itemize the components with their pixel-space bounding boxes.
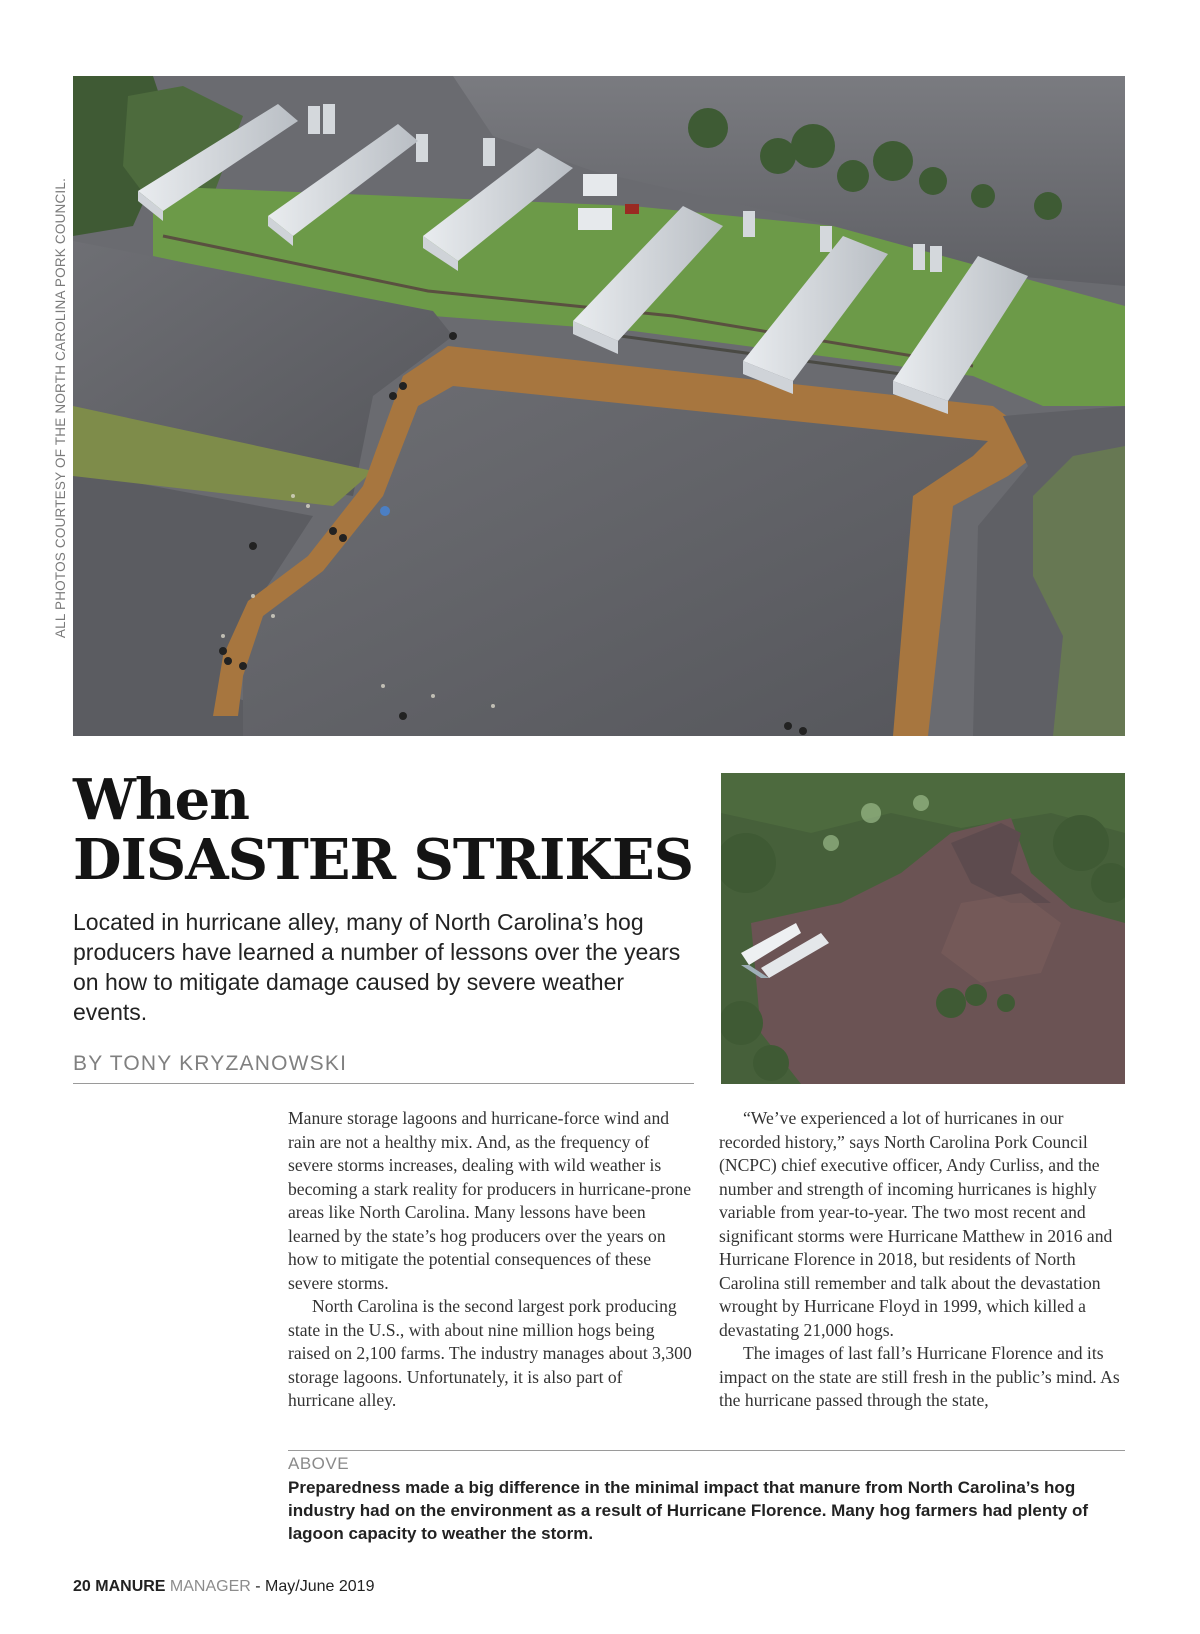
photo-credit: ALL PHOTOS COURTESY OF THE NORTH CAROLINA PORK COUNCIL. bbox=[53, 177, 68, 639]
body-paragraph: The images of last fall’s Hurricane Florence and its impact on the state are still fresh in the public’s mind. As the hurricane passed through the state, bbox=[719, 1343, 1120, 1410]
magazine-name-light: MANAGER bbox=[169, 1578, 251, 1595]
issue-date: - May/June 2019 bbox=[255, 1578, 375, 1595]
body-paragraph: “We’ve experienced a lot of hurricanes in our recorded history,” says North Carolina Pork Council (NCPC) chief executive officer, Andy Curliss, and the number and strength of incoming hurricanes is highly variable from year-to-year. The two most recent and significant storms were Hurricane Matthew in 2016 and Hurricane Florence in 2018, but residents of North Carolina still remember and talk about the devastation wrought by Hurricane Floyd in 1999, which killed a devastating 21,000 hogs. bbox=[719, 1108, 1113, 1340]
body-column-right bbox=[719, 1107, 1124, 1413]
headline-line-1: When bbox=[73, 767, 249, 833]
inset-photo-flooded-barns bbox=[721, 773, 1125, 1084]
deck-subtitle: Located in hurricane alley, many of North Carolina’s hog producers have learned a number of lessons over the years on how to mitigate damage caused by severe weather events. bbox=[73, 909, 681, 1025]
byline-divider bbox=[73, 1083, 694, 1084]
page-footer bbox=[73, 1578, 374, 1596]
caption-label: ABOVE bbox=[288, 1454, 350, 1473]
body-paragraph: North Carolina is the second largest pork producing state in the U.S., with about nine million hogs being raised on 2,100 farms. The industry manages about 3,300 storage lagoons. Unfortunately, it is also part of hurricane alley. bbox=[288, 1296, 692, 1410]
photo-caption: Preparedness made a big difference in the minimal impact that manure from North Carolina’s hog industry had on the environment as a result of Hurricane Florence. Many hog farmers had plenty of lagoon capacity to weather the storm. bbox=[288, 1478, 1089, 1543]
headline-line-2: DISASTER STRIKES bbox=[73, 827, 694, 893]
body-paragraph: Manure storage lagoons and hurricane-force wind and rain are not a healthy mix. And, as the frequency of severe storms increases, dealing with wild weather is becoming a stark reality for producers in hurricane-prone areas like North Carolina. Many lessons have been learned by the state’s hog producers over the years on how to mitigate the potential consequences of these severe storms. bbox=[288, 1108, 692, 1293]
inset-photo-illustration bbox=[721, 773, 1125, 1084]
byline: BY TONY KRYZANOWSKI bbox=[73, 1052, 348, 1075]
page-number: 20 bbox=[73, 1578, 91, 1595]
body-column-left bbox=[288, 1107, 693, 1413]
hero-photo-flooded-hog-farm bbox=[73, 76, 1125, 736]
headline bbox=[73, 767, 713, 893]
caption-divider bbox=[288, 1450, 1125, 1451]
hero-photo-illustration bbox=[73, 76, 1125, 736]
magazine-name-bold: MANURE bbox=[95, 1578, 166, 1595]
